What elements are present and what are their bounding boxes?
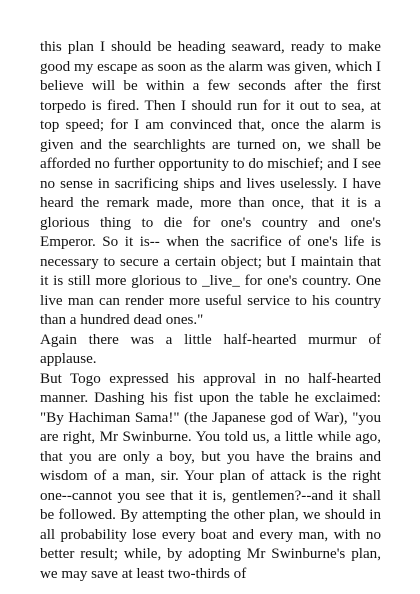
paragraph-2: Again there was a little half-hearted murmur of applause. <box>40 331 381 367</box>
page-text <box>40 38 381 584</box>
paragraph-3: But Togo expressed his approval in no half-hearted manner. Dashing his fist upon the table he exclaimed: "By Hachiman Sama!" (the Japanese god of War), "you are right, Mr Swinburne. You told us, a little while ago, that you are only a boy, but you have the brains and wisdom of a man, sir. Your plan of attack is the right one--cannot you see that it is, gentlemen?--and it shall be followed. By attempting the other plan, we should in all probability lose every boat and every man, with no better result; while, by adopting Mr Swinburne's plan, we may save at least two-thirds of <box>40 370 381 582</box>
paragraph-1: this plan I should be heading seaward, ready to make good my escape as soon as the alarm was given, which I believe will be within a few seconds after the first torpedo is fired. Then I should run for it out to sea, at top speed; for I am convinced that, once the alarm is given and the searchlights are turned on, we shall be afforded no further opportunity to do mischief; and I see no sense in sacrificing ships and lives uselessly. I have heard the remark made, more than once, that it is a glorious thing to die for one's country and one's Emperor. So it is-- when the sacrifice of one's life is necessary to secure a certain object; but I maintain that it is still more glorious to _live_ for one's country. One live man can render more useful service to his country than a hundred dead ones." <box>40 39 381 328</box>
